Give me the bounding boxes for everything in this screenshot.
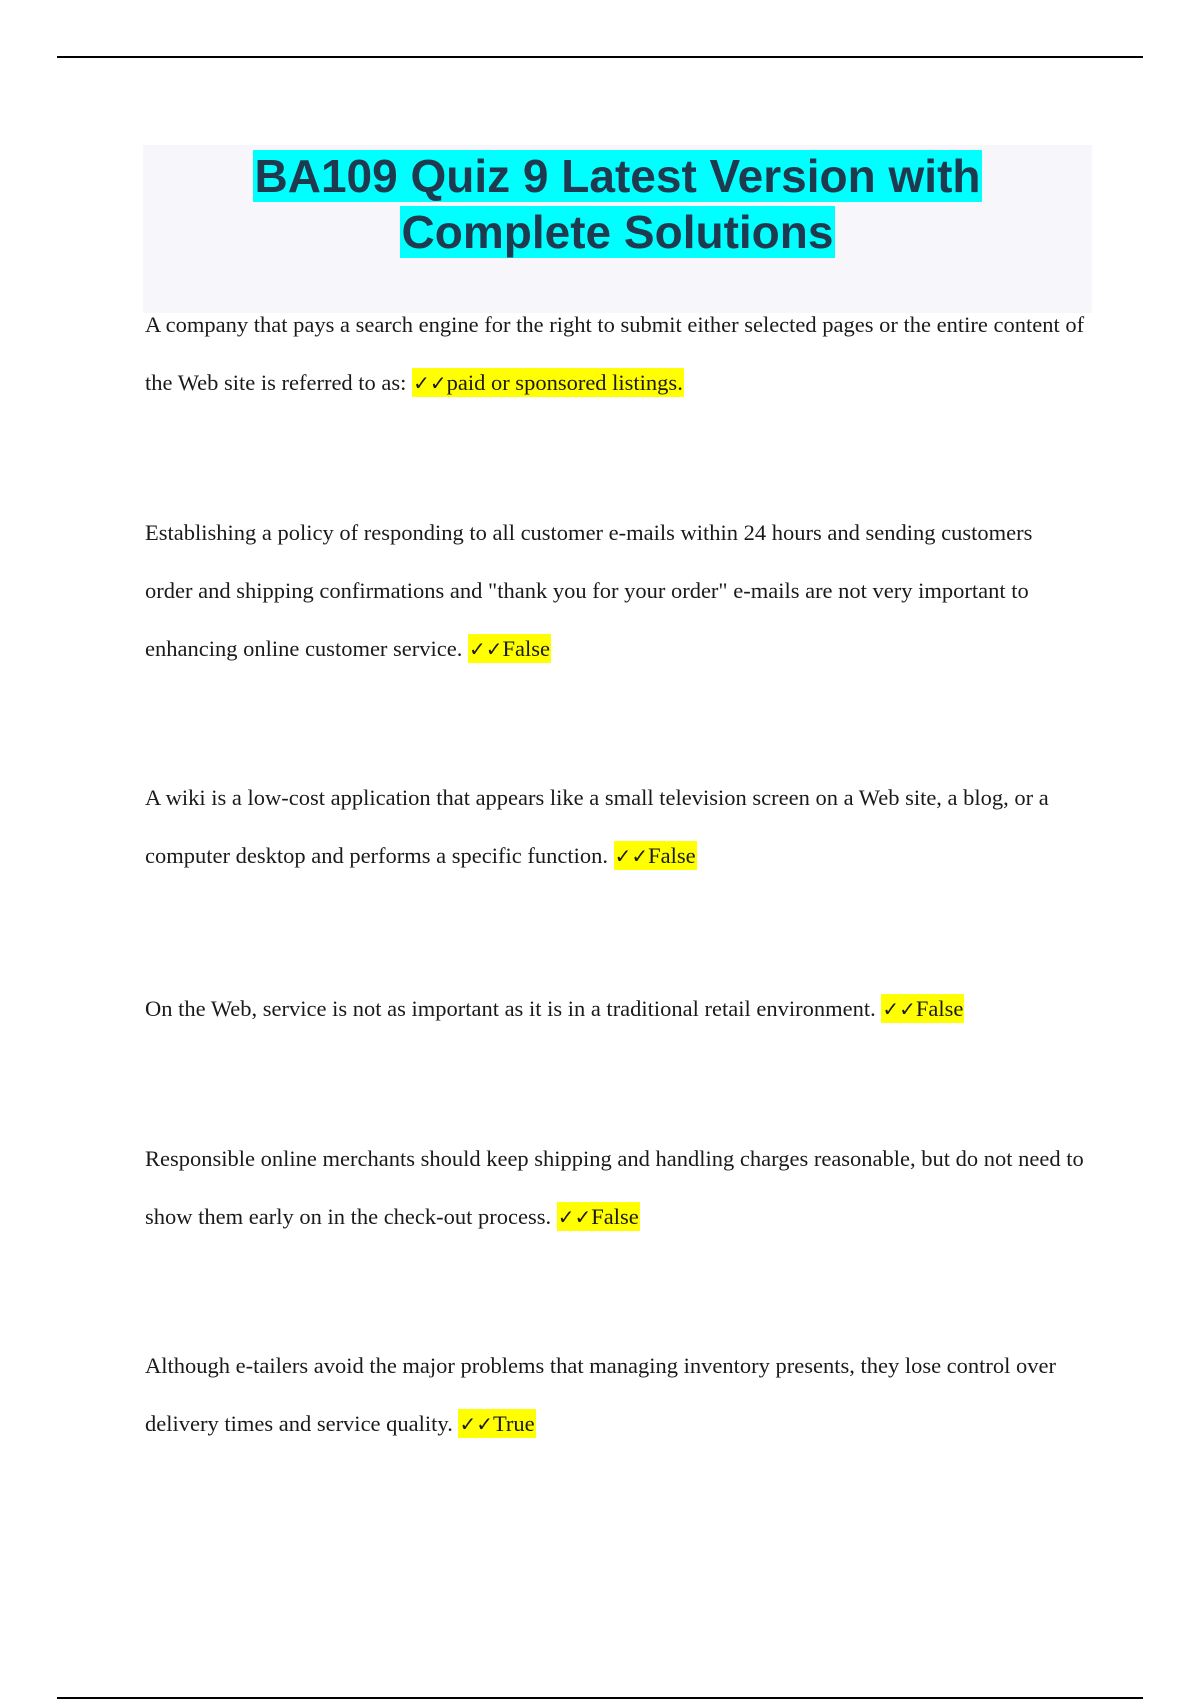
answer-text: False (648, 843, 696, 868)
answer-highlight (458, 1409, 535, 1438)
question-text: A wiki is a low-cost application that appears like a small television screen on a Web site, a blog, or a computer desktop and performs a specific function. (145, 785, 1049, 868)
answer-text: paid or sponsored listings. (446, 370, 683, 395)
question-5 (145, 1130, 1085, 1246)
answer-text: False (915, 996, 964, 1021)
question-1 (145, 296, 1085, 412)
question-text: Responsible online merchants should keep shipping and handling charges reasonable, but do not need to show them early on in the check-out process. (145, 1146, 1084, 1229)
double-check-icon: ✓✓ (469, 637, 503, 661)
title-line-1: BA109 Quiz 9 Latest Version with (254, 150, 981, 202)
answer-highlight (412, 368, 684, 397)
answer-highlight (614, 841, 697, 870)
double-check-icon: ✓✓ (882, 997, 916, 1021)
double-check-icon: ✓✓ (557, 1205, 592, 1229)
question-6 (145, 1337, 1085, 1453)
double-check-icon: ✓✓ (459, 1412, 493, 1436)
answer-highlight (468, 634, 551, 663)
top-rule (57, 56, 1143, 58)
question-text: A company that pays a search engine for the right to submit either selected pages or the entire content of the Web site is referred to as: (145, 312, 1085, 395)
double-check-icon: ✓✓ (614, 844, 649, 868)
bottom-rule (57, 1697, 1143, 1699)
answer-text: False (502, 636, 551, 661)
question-4 (145, 980, 1085, 1038)
title-line-2: Complete Solutions (401, 206, 834, 258)
question-text: Although e-tailers avoid the major problems that managing inventory presents, they lose control over delivery times and service quality. (145, 1353, 1057, 1436)
double-check-icon: ✓✓ (413, 371, 447, 395)
question-text: On the Web, service is not as important as it is in a traditional retail environment. (145, 996, 876, 1021)
document-title (143, 148, 1092, 260)
answer-text: True (492, 1411, 535, 1436)
question-text: Establishing a policy of responding to all customer e-mails within 24 hours and sending customers order and shipping confirmations and "thank you for your order" e-mails are not very important to enhancing online customer service. (145, 520, 1033, 661)
answer-text: False (591, 1204, 639, 1229)
answer-highlight (557, 1202, 640, 1231)
question-2 (145, 504, 1085, 678)
title-banner (143, 145, 1092, 313)
answer-highlight (881, 994, 964, 1023)
question-3 (145, 769, 1085, 885)
